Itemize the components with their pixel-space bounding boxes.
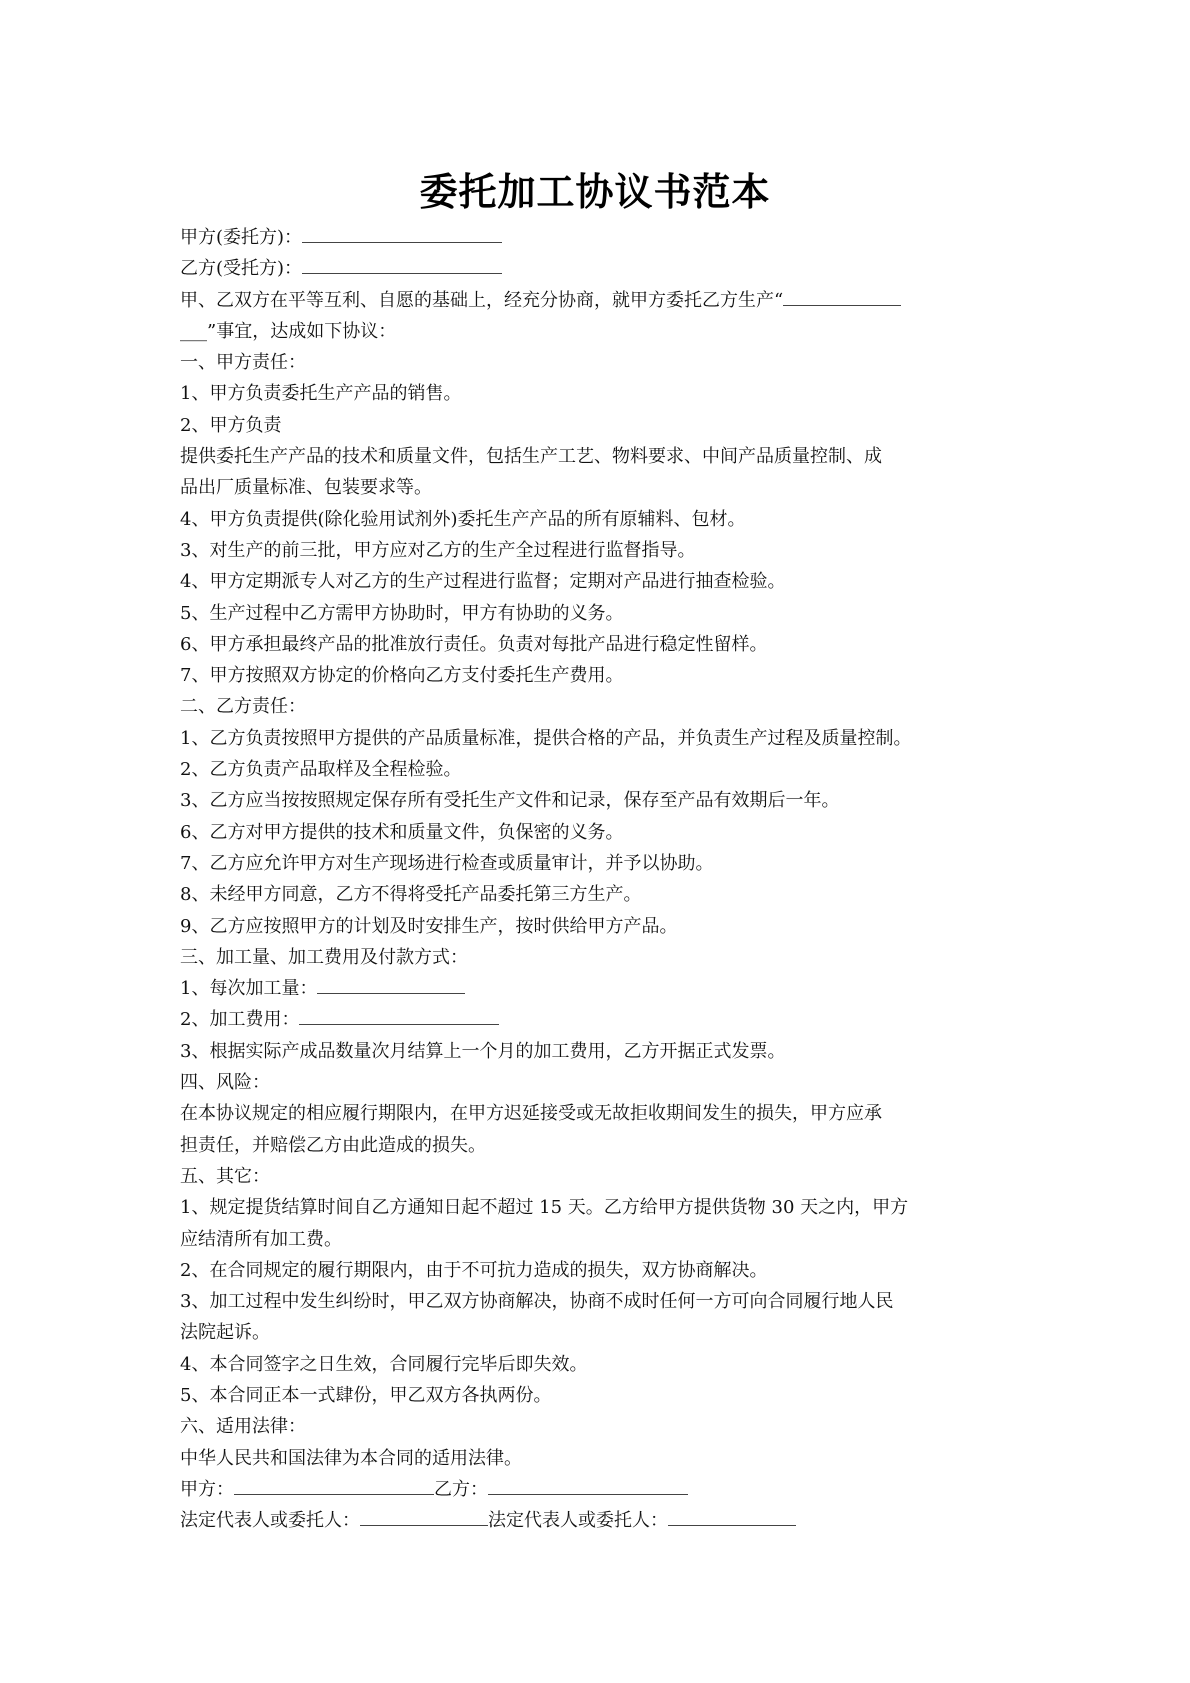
line-text: 1、每次加工量：: [180, 978, 318, 1000]
document-line: [180, 378, 1030, 409]
line-text: 六、适用法律：: [180, 1416, 306, 1438]
line-text: 3、加工过程中发生纠纷时，甲乙双方协商解决，协商不成时任何一方可向合同履行地人民: [180, 1291, 894, 1313]
document-line: [180, 723, 1030, 754]
document-line: [180, 1224, 1030, 1255]
document-line: [180, 566, 1030, 597]
document-line: [180, 911, 1030, 942]
document-line: [180, 1380, 1030, 1411]
line-text: 乙方(受托方)：: [180, 258, 303, 280]
line-text: 3、乙方应当按按照规定保存所有受托生产文件和记录，保存至产品有效期后一年。: [180, 790, 840, 812]
line-text: 3、对生产的前三批，甲方应对乙方的生产全过程进行监督指导。: [180, 539, 696, 561]
line-text: 一、甲方责任：: [180, 352, 306, 374]
line-text: 2、加工费用：: [180, 1009, 300, 1031]
fill-in-blank: [299, 1004, 499, 1025]
line-text: 2、在合同规定的履行期限内，由于不可抗力造成的损失，双方协商解决。: [180, 1259, 768, 1281]
line-text: 二、乙方责任：: [180, 696, 306, 718]
line-text: 四、风险：: [180, 1072, 270, 1094]
fill-in-blank: [317, 973, 465, 994]
line-text: 5、本合同正本一式肆份，甲乙双方各执两份。: [180, 1384, 552, 1406]
document-title: 委托加工协议书范本: [419, 169, 771, 214]
rep-b-blank: [668, 1505, 796, 1526]
document-line: [180, 785, 1030, 816]
line-text: 4、甲方负责提供(除化验用试剂外)委托生产产品的所有原辅料、包材。: [180, 508, 746, 530]
line-text: 应结清所有加工费。: [180, 1228, 342, 1250]
document-line: [180, 535, 1030, 566]
fill-in-blank: [302, 253, 502, 274]
line-text: 提供委托生产产品的技术和质量文件，包括生产工艺、物料要求、中间产品质量控制、成: [180, 446, 882, 468]
document-line: [180, 691, 1030, 722]
document-line: [180, 1411, 1030, 1442]
document-line: [180, 1349, 1030, 1380]
line-text: 9、乙方应按照甲方的计划及时安排生产，按时供给甲方产品。: [180, 915, 678, 937]
line-text: 1、甲方负责委托生产产品的销售。: [180, 383, 462, 405]
document-line: [180, 504, 1030, 535]
fill-in-blank: [302, 222, 502, 243]
document-line: [180, 1004, 1030, 1035]
document-line: [180, 1443, 1030, 1474]
line-text: 甲、乙双方在平等互利、自愿的基础上，经充分协商，就甲方委托乙方生产“: [180, 289, 784, 311]
document-line: [180, 754, 1030, 785]
line-text: 7、乙方应允许甲方对生产现场进行检查或质量审计，并予以协助。: [180, 852, 714, 874]
party-b-label: 乙方：: [434, 1478, 488, 1500]
document-line: [180, 1192, 1030, 1223]
party-a-label: 甲方：: [180, 1478, 234, 1500]
fill-in-blank: [783, 285, 901, 306]
line-text: 法院起诉。: [180, 1322, 270, 1344]
document-line: [180, 942, 1030, 973]
document-line: [180, 817, 1030, 848]
rep-a-label: 法定代表人或委托人：: [180, 1510, 360, 1532]
document-line: [180, 1255, 1030, 1286]
document-line: [180, 973, 1030, 1004]
document-line: [180, 660, 1030, 691]
document-line: [180, 253, 1030, 284]
document-body: [180, 222, 1030, 1536]
line-text: 2、乙方负责产品取样及全程检验。: [180, 759, 462, 781]
document-line: [180, 1161, 1030, 1192]
document-line: [180, 1130, 1030, 1161]
document-line: [180, 1286, 1030, 1317]
document-line: [180, 598, 1030, 629]
line-text: 5、生产过程中乙方需甲方协助时，甲方有协助的义务。: [180, 602, 624, 624]
party-a-blank: [234, 1474, 434, 1495]
line-text: ___”事宜，达成如下协议：: [180, 320, 397, 342]
rep-a-blank: [360, 1505, 488, 1526]
line-text: 8、未经甲方同意，乙方不得将受托产品委托第三方生产。: [180, 884, 642, 906]
line-text: 4、本合同签字之日生效，合同履行完毕后即失效。: [180, 1353, 588, 1375]
document-line: [180, 848, 1030, 879]
document-line: [180, 1067, 1030, 1098]
document-line: [180, 1317, 1030, 1348]
document-line: [180, 316, 1030, 347]
line-text: 三、加工量、加工费用及付款方式：: [180, 946, 468, 968]
document-line: [180, 285, 1030, 316]
document-line: [180, 1036, 1030, 1067]
line-text: 品出厂质量标准、包装要求等。: [180, 477, 432, 499]
document-line: [180, 472, 1030, 503]
signature-party-line: [180, 1474, 1030, 1505]
line-text: 7、甲方按照双方协定的价格向乙方支付委托生产费用。: [180, 665, 624, 687]
signature-rep-line: [180, 1505, 1030, 1536]
line-text: 在本协议规定的相应履行期限内，在甲方迟延接受或无故拒收期间发生的损失，甲方应承: [180, 1103, 882, 1125]
line-text: 6、乙方对甲方提供的技术和质量文件，负保密的义务。: [180, 821, 624, 843]
line-text: 6、甲方承担最终产品的批准放行责任。负责对每批产品进行稳定性留样。: [180, 633, 768, 655]
document-line: [180, 879, 1030, 910]
line-text: 1、乙方负责按照甲方提供的产品质量标准，提供合格的产品，并负责生产过程及质量控制。: [180, 727, 912, 749]
line-text: 中华人民共和国法律为本合同的适用法律。: [180, 1447, 522, 1469]
line-text: 2、甲方负责: [180, 414, 282, 436]
document-line: [180, 441, 1030, 472]
rep-b-label: 法定代表人或委托人：: [488, 1510, 668, 1532]
line-text: 担责任，并赔偿乙方由此造成的损失。: [180, 1134, 486, 1156]
document-line: [180, 347, 1030, 378]
line-text: 五、其它：: [180, 1165, 270, 1187]
line-text: 3、根据实际产成品数量次月结算上一个月的加工费用，乙方开据正式发票。: [180, 1040, 786, 1062]
document-line: [180, 629, 1030, 660]
line-text: 4、甲方定期派专人对乙方的生产过程进行监督；定期对产品进行抽查检验。: [180, 571, 786, 593]
line-text: 甲方(委托方)：: [180, 227, 303, 248]
document-line: [180, 1098, 1030, 1129]
document-line: [180, 222, 1030, 253]
line-text: 1、规定提货结算时间自乙方通知日起不超过 15 天。乙方给甲方提供货物 30 天之内，甲方: [180, 1197, 909, 1219]
party-b-blank: [488, 1474, 688, 1495]
document-line: [180, 410, 1030, 441]
